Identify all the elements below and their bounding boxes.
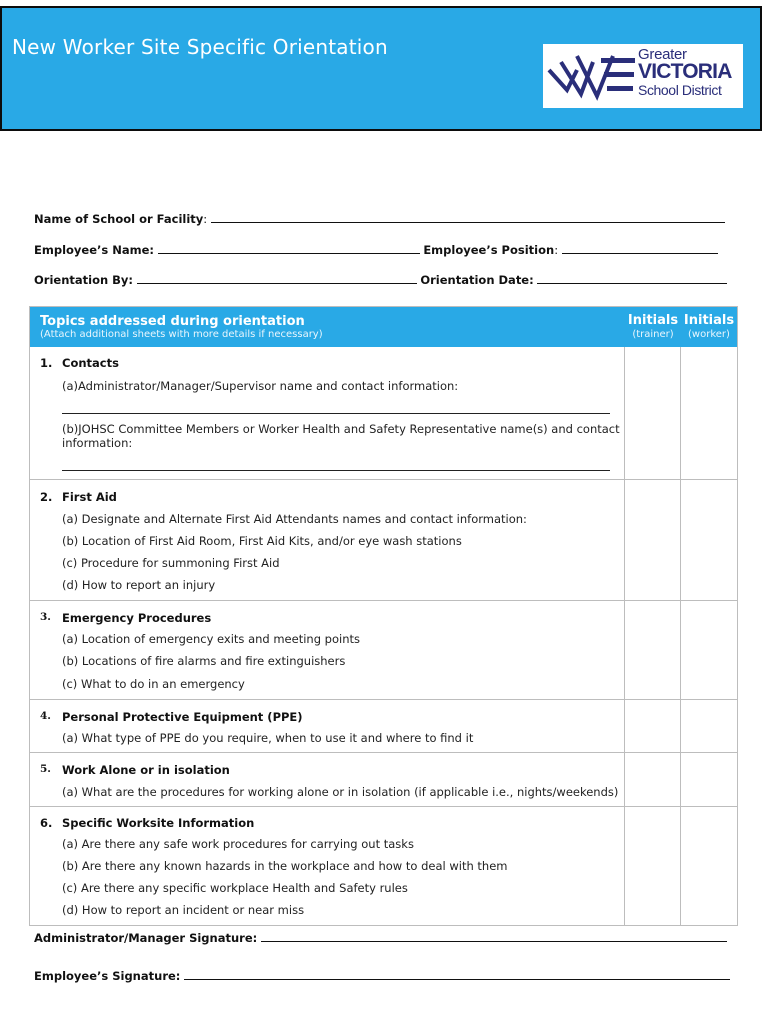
admin-signature-row	[34, 931, 727, 945]
employee-signature-input[interactable]	[184, 970, 730, 980]
initials-box[interactable]	[681, 807, 737, 925]
initials-box[interactable]	[625, 480, 680, 600]
section-item: (a) What are the procedures for working alone or in isolation (if applicable i.e., nights/weekends)	[62, 785, 619, 799]
admin-signature-label: Administrator/Manager Signature:	[34, 931, 258, 945]
initials-box[interactable]	[625, 807, 680, 925]
section-item: (b) Location of First Aid Room, First Aid Kits, and/or eye wash stations	[62, 534, 462, 548]
orientation-field-row	[34, 273, 727, 287]
section-title: Specific Worksite Information	[62, 816, 255, 830]
initials-box[interactable]	[681, 480, 737, 600]
section-number: 1.	[40, 356, 53, 370]
oriented-by-label: Orientation By:	[34, 273, 134, 287]
initials-box[interactable]	[681, 347, 737, 479]
initials-box[interactable]	[625, 700, 680, 752]
section-contacts	[30, 347, 625, 479]
section-title: Contacts	[62, 356, 119, 370]
initials-worker-sub: (worker)	[688, 329, 730, 340]
initials-box[interactable]	[681, 601, 737, 699]
section-item: (a) Designate and Alternate First Aid Attendants names and contact information:	[62, 512, 527, 526]
table-header	[30, 307, 737, 347]
section-title: Personal Protective Equipment (PPE)	[62, 710, 303, 724]
section-item: (a) Location of emergency exits and meeting points	[62, 632, 360, 646]
school-field-row	[34, 212, 725, 226]
section-item: (c) What to do in an emergency	[62, 677, 245, 691]
employee-position-sep: :	[554, 243, 559, 257]
school-field-sep: :	[203, 212, 208, 226]
employee-name-input[interactable]	[158, 244, 420, 254]
section-title: Emergency Procedures	[62, 611, 212, 625]
section-item: (d) How to report an incident or near miss	[62, 903, 305, 917]
employee-signature-row	[34, 969, 730, 983]
topics-note: (Attach additional sheets with more details if necessary)	[40, 329, 323, 340]
employee-position-label: Employee’s Position	[423, 243, 555, 257]
initials-box[interactable]	[625, 347, 680, 479]
logo-text-greater: Greater	[638, 46, 687, 63]
oriented-by-input[interactable]	[137, 274, 417, 284]
initials-worker-heading: Initials	[683, 313, 735, 328]
section-worksite-info	[30, 807, 625, 925]
committee-info-line[interactable]	[62, 470, 610, 471]
section-number: 3.	[40, 611, 51, 623]
section-ppe	[30, 700, 625, 752]
section-number: 6.	[40, 816, 53, 830]
section-emergency	[30, 601, 625, 699]
section-item: (c) Procedure for summoning First Aid	[62, 556, 280, 570]
section-item: (b) Locations of fire alarms and fire extinguishers	[62, 654, 346, 668]
logo-text-victoria: VICTORIA	[638, 60, 732, 83]
initials-box[interactable]	[681, 700, 737, 752]
admin-signature-input[interactable]	[261, 932, 727, 942]
initials-box[interactable]	[681, 753, 737, 806]
initials-trainer-heading: Initials	[627, 313, 679, 328]
orientation-date-input[interactable]	[537, 274, 727, 284]
section-item: (b)JOHSC Committee Members or Worker Health and Safety Representative name(s) and contact information:	[62, 422, 620, 450]
logo-text-school-district: School District	[638, 82, 722, 98]
section-number: 2.	[40, 490, 53, 504]
initials-box[interactable]	[625, 753, 680, 806]
initials-box[interactable]	[625, 601, 680, 699]
section-number: 4.	[40, 710, 51, 722]
orientation-date-label: Orientation Date:	[420, 273, 534, 287]
section-first-aid	[30, 480, 625, 600]
topics-table	[29, 306, 738, 926]
employee-name-label: Employee’s Name:	[34, 243, 154, 257]
initials-trainer-sub: (trainer)	[632, 329, 674, 340]
header-band	[0, 6, 762, 131]
section-number: 5.	[40, 763, 51, 775]
school-field-input[interactable]	[211, 213, 725, 223]
section-title: Work Alone or in isolation	[62, 763, 230, 777]
employee-signature-label: Employee’s Signature:	[34, 969, 181, 983]
employee-position-input[interactable]	[562, 244, 718, 254]
section-item: (c) Are there any specific workplace Health and Safety rules	[62, 881, 408, 895]
district-logo	[543, 44, 743, 108]
section-work-alone	[30, 753, 625, 806]
logo-chevrons-icon	[547, 50, 639, 102]
section-item: (d) How to report an injury	[62, 578, 216, 592]
page-title: New Worker Site Specific Orientation	[12, 35, 388, 59]
school-field-label: Name of School or Facility	[34, 212, 204, 226]
section-item: (a) What type of PPE do you require, when to use it and where to find it	[62, 731, 474, 745]
contact-info-line[interactable]	[62, 413, 610, 414]
section-title: First Aid	[62, 490, 117, 504]
topics-heading: Topics addressed during orientation	[40, 314, 305, 329]
section-item: (a) Are there any safe work procedures for carrying out tasks	[62, 837, 414, 851]
employee-field-row	[34, 243, 718, 257]
section-item: (b) Are there any known hazards in the workplace and how to deal with them	[62, 859, 508, 873]
section-item: (a)Administrator/Manager/Supervisor name and contact information:	[62, 379, 459, 393]
